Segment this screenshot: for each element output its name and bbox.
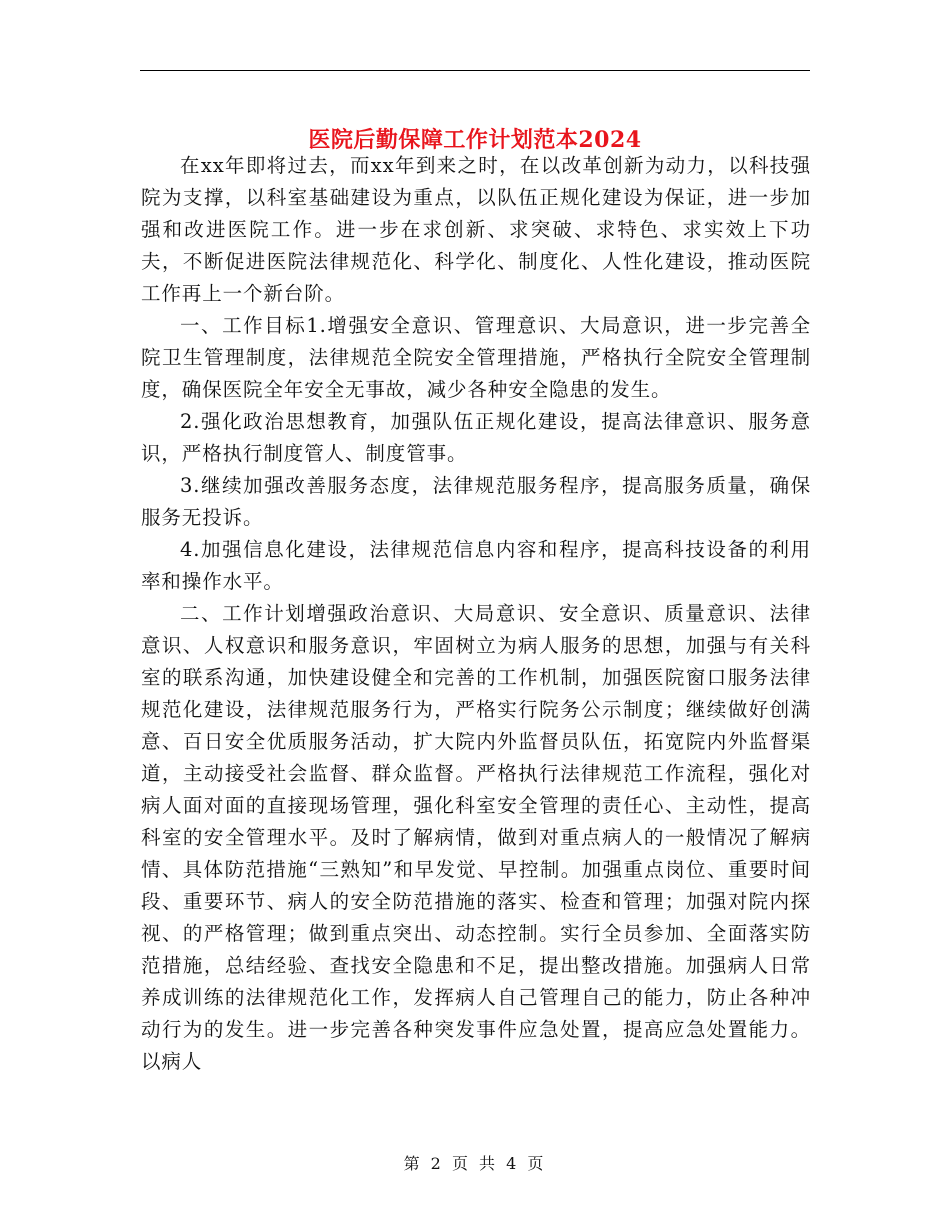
- paragraph-goal-4: 4.加强信息化建设，法律规范信息内容和程序，提高科技设备的利用率和操作水平。: [141, 538, 811, 593]
- paragraph-goal-3: 3.继续加强改善服务态度，法律规范服务程序，提高服务质量，确保服务无投诉。: [141, 474, 811, 529]
- header-rule: [140, 70, 810, 71]
- paragraph-work-plan: 二、工作计划增强政治意识、大局意识、安全意识、质量意识、法律意识、人权意识和服务意识，牢固树立为病人服务的思想，加强与有关科室的联系沟通，加快建设健全和完善的工作机制，加强医院窗口服务法律规范化建设，法律规范服务行为，严格实行院务公示制度；继续做好创满意、百日安全优质服务活动，扩大院内外监督员队伍，拓宽院内外监督渠道，主动接受社会监督、群众监督。严格执行法律规范工作流程，强化对病人面对面的直接现场管理，强化科室安全管理的责任心、主动性，提高科室的安全管理水平。及时了解病情，做到对重点病人的一般情况了解病情、具体防范措施“三熟知”和早发觉、早控制。加强重点岗位、重要时间段、重要环节、病人的安全防范措施的落实、检查和管理；加强对院内探视、的严格管理；做到重点突出、动态控制。实行全员参加、全面落实防范措施，总结经验、查找安全隐患和不足，提出整改措施。加强病人日常养成训练的法律规范化工作，发挥病人自己管理自己的能力，防止各种冲动行为的发生。进一步完善各种突发事件应急处置，提高应急处置能力。以病人: [141, 602, 811, 1073]
- document-title: 医院后勤保障工作计划范本2024: [308, 126, 642, 153]
- document-body: [141, 150, 811, 1078]
- page-number-footer: 第 2 页 共 4 页: [403, 1154, 547, 1173]
- paragraph-goal-2: 2.强化政治思想教育，加强队伍正规化建设，提高法律意识、服务意识，严格执行制度管人、制度管事。: [141, 410, 811, 465]
- paragraph-goal-1: 一、工作目标1.增强安全意识、管理意识、大局意识，进一步完善全院卫生管理制度，法律规范全院安全管理措施，严格执行全院安全管理制度，确保医院全年安全无事故，减少各种安全隐患的发生。: [141, 314, 811, 401]
- paragraph-intro: 在xx年即将过去，而xx年到来之时，在以改革创新为动力，以科技强院为支撑，以科室基础建设为重点，以队伍正规化建设为保证，进一步加强和改进医院工作。进一步在求创新、求突破、求特色、求实效上下功夫，不断促进医院法律规范化、科学化、制度化、人性化建设，推动医院工作再上一个新台阶。: [141, 154, 811, 305]
